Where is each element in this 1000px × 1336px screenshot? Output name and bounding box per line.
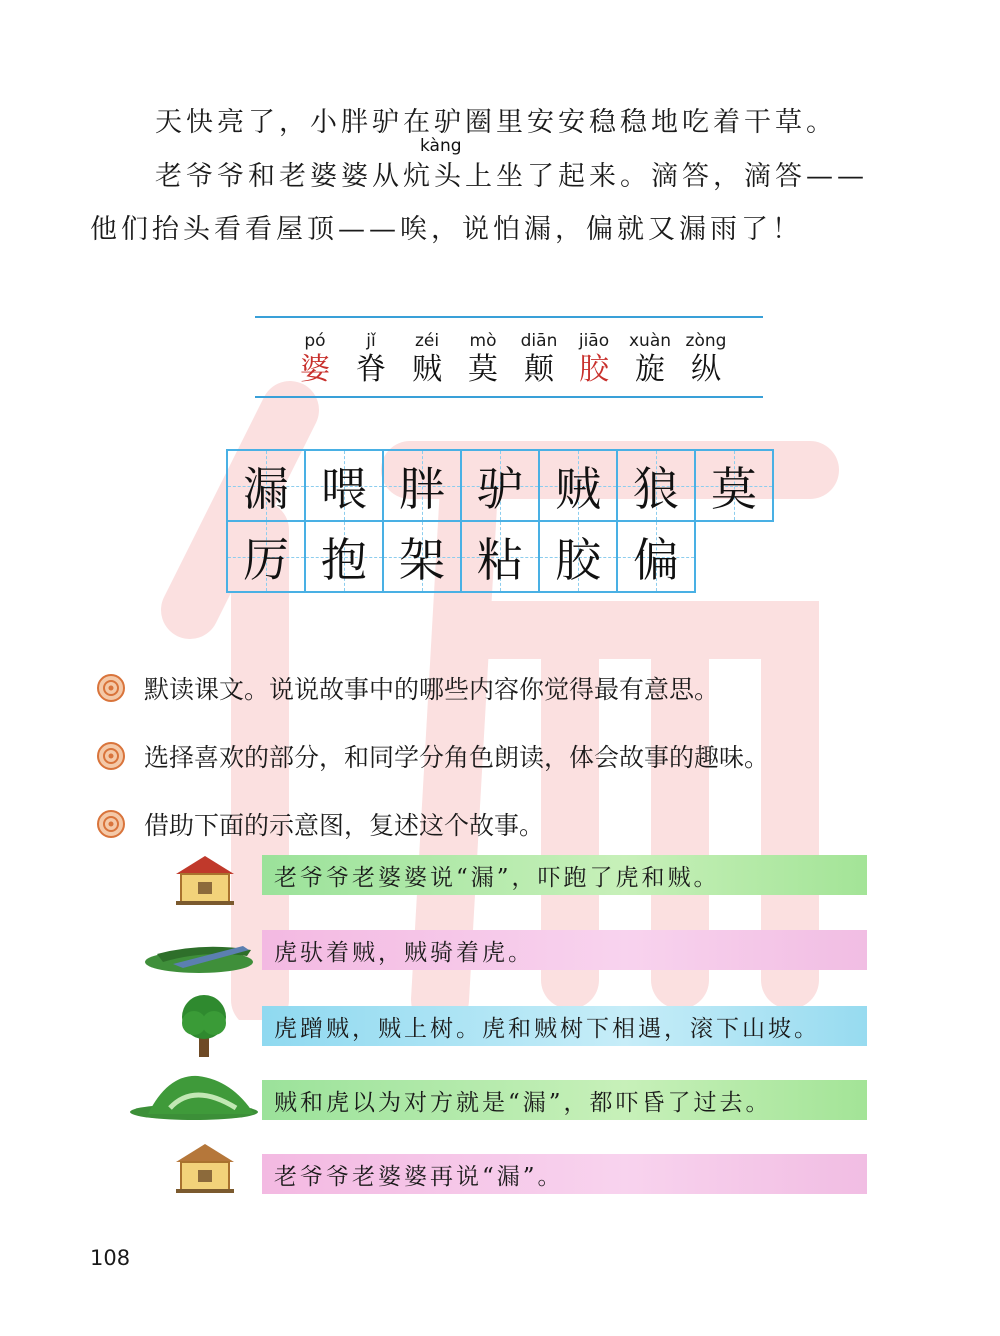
vocab-char: 贼 [412,352,442,387]
grid-char: 厉 [243,532,289,587]
grid-cell [304,520,384,593]
task-text: 默读课文。说说故事中的哪些内容你觉得最有意思。 [144,675,720,704]
grid-char: 架 [399,532,445,587]
grid-char: 贼 [555,461,601,516]
text-line-2: 老爷爷和老婆婆从炕头上坐了起来。滴答，滴答—— [155,161,868,192]
vocab-char: 胶 [579,352,609,387]
grid-cell [694,449,774,522]
vocab-pinyin: pó [304,331,326,351]
text-line-1: 天快亮了，小胖驴在驴圈里安安稳稳地吃着干草。 [155,107,837,138]
vocab-pinyin: zòng [685,331,727,351]
vocab-char: 旋 [635,352,665,387]
tree-icon [174,993,234,1059]
grid-char: 莫 [711,461,757,516]
task-text: 选择喜欢的部分，和同学分角色朗读，体会故事的趣味。 [144,743,770,772]
vocab-char: 颠 [524,352,554,387]
grid-char: 胖 [399,461,445,516]
grid-cell [538,520,618,593]
vocab-char: 脊 [356,352,386,387]
writing-grid [226,449,772,591]
task-item [96,806,544,842]
story-step-text: 贼和虎以为对方就是“漏”，都吓昏了过去。 [274,1089,772,1116]
grid-cell [382,449,462,522]
grid-char: 偏 [633,532,679,587]
flower-bullet-icon [96,673,126,703]
vocab-item [508,330,570,388]
house-icon [172,1140,238,1194]
vocab-item [284,330,346,388]
story-step [262,930,867,970]
task-item [96,670,719,706]
house-icon [172,852,238,906]
vocab-pinyin: jǐ [366,331,376,351]
grid-cell [460,520,540,593]
vocab-char: 纵 [691,352,721,387]
grid-cell [616,449,696,522]
vocab-bottom-rule [255,396,763,398]
hill-icon [128,1068,260,1120]
vocab-char: 婆 [300,352,330,387]
grid-cell [304,449,384,522]
vocab-item [396,330,458,388]
vocab-item [675,330,737,388]
vocab-pinyin: zéi [414,331,440,351]
vocab-char: 莫 [468,352,498,387]
vocab-item [452,330,514,388]
grid-cell [538,449,618,522]
task-text: 借助下面的示意图，复述这个故事。 [144,811,545,840]
pinyin-kang: kàng [420,136,462,156]
vocab-item [619,330,681,388]
vocab-pinyin: jiāo [578,331,610,351]
text-line-3: 他们抬头看看屋顶——唉，说怕漏，偏就又漏雨了！ [90,214,803,245]
story-step [262,1154,867,1194]
vocab-pinyin: xuàn [628,331,672,351]
vocab-top-rule [255,316,763,318]
story-step [262,1006,867,1046]
grid-char: 抱 [321,532,367,587]
page-number: 108 [90,1246,131,1270]
story-step [262,1080,867,1120]
grid-cell [226,449,306,522]
road-icon [143,934,255,974]
grid-row-1 [226,449,772,520]
grid-row-2 [226,520,772,591]
vocab-pinyin: diān [520,331,558,351]
grid-char: 粘 [477,532,523,587]
grid-char: 胶 [555,532,601,587]
vocab-item [340,330,402,388]
task-item [96,738,769,774]
story-step-text: 老爷爷老婆婆说“漏”，吓跑了虎和贼。 [274,864,720,891]
story-step [262,855,867,895]
vocab-item [563,330,625,388]
flower-bullet-icon [96,809,126,839]
grid-char: 狼 [633,461,679,516]
grid-char: 喂 [321,461,367,516]
story-step-text: 虎蹭贼，贼上树。虎和贼树下相遇，滚下山坡。 [274,1015,820,1042]
grid-cell [460,449,540,522]
flower-bullet-icon [96,741,126,771]
story-step-text: 老爷爷老婆婆再说“漏”。 [274,1163,564,1190]
grid-cell [226,520,306,593]
story-step-text: 虎驮着贼，贼骑着虎。 [274,939,534,966]
grid-char: 驴 [477,461,523,516]
grid-cell [616,520,696,593]
vocab-pinyin: mò [469,331,497,351]
grid-cell [382,520,462,593]
grid-char: 漏 [243,461,289,516]
